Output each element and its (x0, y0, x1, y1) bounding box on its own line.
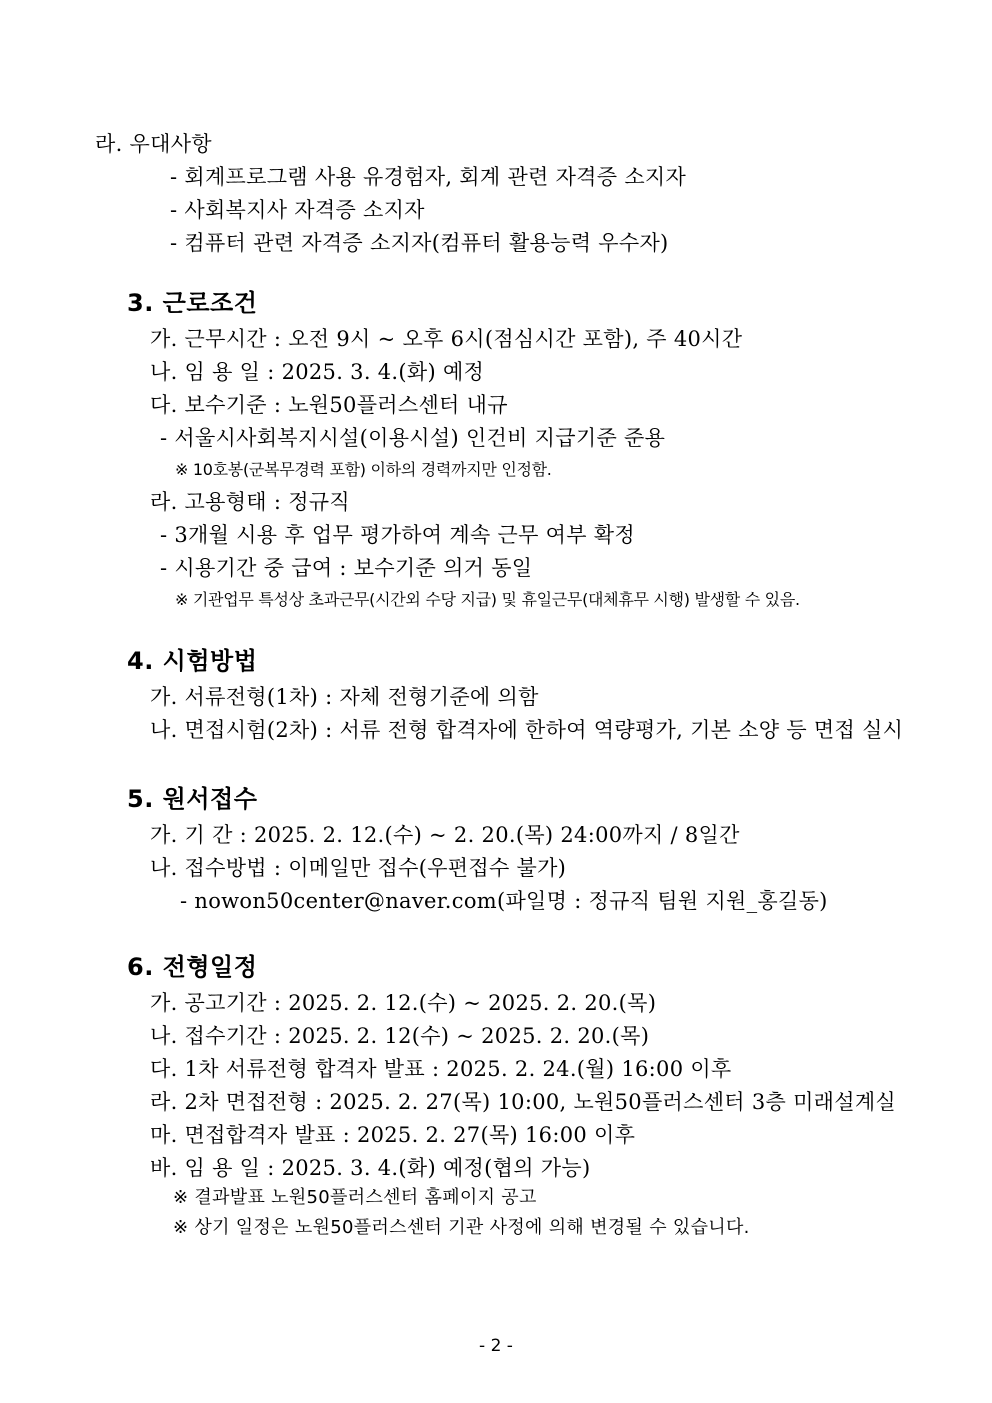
section5-heading: 5. 원서접수 (127, 785, 258, 813)
interview-exam: 나. 면접시험(2차) : 서류 전형 합격자에 한하여 역량평가, 기본 소양 등 면접 실시 (150, 718, 904, 742)
document-screening: 가. 서류전형(1차) : 자체 전형기준에 의함 (150, 685, 539, 709)
employment-type: 라. 고용형태 : 정규직 (150, 490, 350, 514)
section3-heading: 3. 근로조건 (127, 289, 258, 317)
work-hours: 가. 근무시간 : 오전 9시 ~ 오후 6시(점심시간 포함), 주 40시간 (150, 327, 743, 351)
schedule-item: 나. 접수기간 : 2025. 2. 12(수) ~ 2025. 2. 20.(목) (150, 1024, 650, 1048)
start-date: 나. 임 용 일 : 2025. 3. 4.(화) 예정 (150, 360, 485, 384)
preference-item-2: - 사회복지사 자격증 소지자 (170, 198, 425, 222)
schedule-item: 다. 1차 서류전형 합격자 발표 : 2025. 2. 24.(월) 16:00 이후 (150, 1057, 732, 1081)
schedule-item: 마. 면접합격자 발표 : 2025. 2. 27(목) 16:00 이후 (150, 1123, 636, 1147)
pay-note: ※ 10호봉(군복무경력 포함) 이하의 경력까지만 인정함. (175, 460, 552, 479)
application-period: 가. 기 간 : 2025. 2. 12.(수) ~ 2. 20.(목) 24:00까지 / 8일간 (150, 823, 740, 847)
employment-type-sub-2: - 시용기간 중 급여 : 보수기준 의거 동일 (160, 556, 533, 580)
pay-standard: 다. 보수기준 : 노원50플러스센터 내규 (150, 393, 508, 417)
schedule-note: ※ 상기 일정은 노원50플러스센터 기관 사정에 의해 변경될 수 있습니다. (173, 1217, 750, 1238)
application-method: 나. 접수방법 : 이메일만 접수(우편접수 불가) (150, 856, 567, 880)
section4-heading: 4. 시험방법 (127, 647, 258, 675)
employment-type-sub-1: - 3개월 시용 후 업무 평가하여 계속 근무 여부 확정 (160, 523, 635, 547)
preference-title: 라. 우대사항 (95, 132, 212, 156)
preference-item-1: - 회계프로그램 사용 유경험자, 회계 관련 자격증 소지자 (170, 165, 687, 189)
schedule-item: 바. 임 용 일 : 2025. 3. 4.(화) 예정(협의 가능) (150, 1156, 591, 1180)
page-number: - 2 - (479, 1336, 513, 1356)
employment-note: ※ 기관업무 특성상 초과근무(시간외 수당 지급) 및 휴일근무(대체휴무 시행) 발생할 수 있음. (175, 590, 800, 609)
schedule-note: ※ 결과발표 노원50플러스센터 홈페이지 공고 (173, 1187, 537, 1208)
pay-standard-sub: - 서울시사회복지시설(이용시설) 인건비 지급기준 준용 (160, 426, 666, 450)
preference-item-3: - 컴퓨터 관련 자격증 소지자(컴퓨터 활용능력 우수자) (170, 231, 669, 255)
section6-heading: 6. 전형일정 (127, 953, 258, 981)
application-email: - nowon50center@naver.com(파일명 : 정규직 팀원 지원_홍길동) (180, 889, 828, 913)
schedule-item: 가. 공고기간 : 2025. 2. 12.(수) ~ 2025. 2. 20.(목) (150, 991, 657, 1015)
schedule-item: 라. 2차 면접전형 : 2025. 2. 27(목) 10:00, 노원50플러스센터 3층 미래설계실 (150, 1090, 897, 1114)
